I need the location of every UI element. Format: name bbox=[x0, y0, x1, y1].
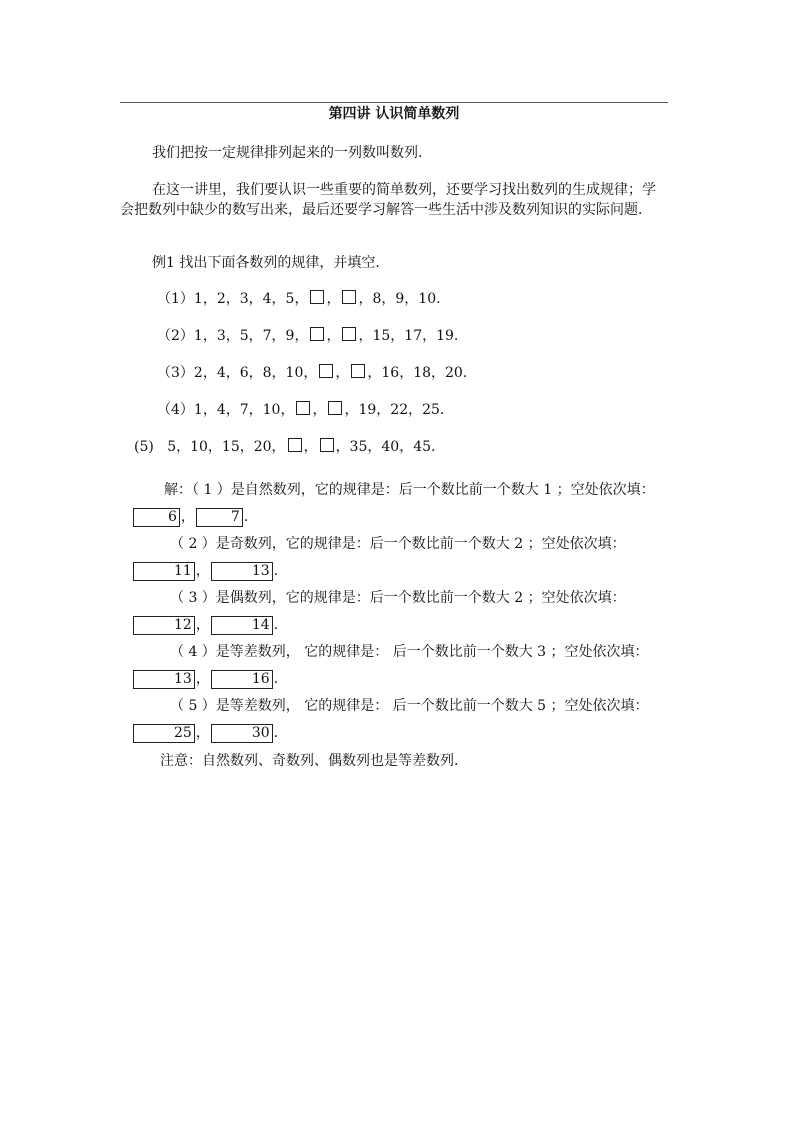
blank-box bbox=[320, 438, 334, 452]
sequence-label: （2） bbox=[157, 328, 194, 344]
solution-text: （ 2 ）是奇数列，它的规律是：后一个数比前一个数大 2 ；空处依次填： bbox=[170, 536, 626, 552]
sequence-label: （3） bbox=[157, 365, 194, 381]
solution-text: （ 5 ）是等差数列， 它的规律是： 后一个数比前一个数大 5 ；空处依次填： bbox=[170, 698, 649, 714]
answer-box: 16 bbox=[211, 670, 273, 689]
sequence-label: (5) bbox=[134, 439, 154, 455]
sequence-before: 2，4，6，8，10， bbox=[193, 365, 318, 381]
answer-box: 11 bbox=[133, 562, 195, 581]
sequence-2: （2）1，3，5，7，9， ， ，15，17，19. bbox=[157, 328, 459, 344]
solution-5: （ 5 ）是等差数列， 它的规律是： 后一个数比前一个数大 5 ；空处依次填：25 ， 30 . bbox=[132, 693, 668, 747]
answer-box: 12 bbox=[133, 616, 195, 635]
sequence-after: ，15，17，19. bbox=[358, 328, 459, 344]
blank-box bbox=[342, 290, 356, 304]
sequence-before: 1，3，5，7，9， bbox=[193, 328, 309, 344]
note: 注意：自然数列、奇数列、偶数列也是等差数列. bbox=[160, 753, 459, 769]
sequence-label: （4） bbox=[157, 402, 194, 418]
solution-3: （ 3 ）是偶数列，它的规律是：后一个数比前一个数大 2 ；空处依次填：12 ， 14 . bbox=[132, 585, 668, 639]
answer-box: 14 bbox=[211, 616, 273, 635]
sequence-before: 5，10，15，20， bbox=[167, 439, 286, 455]
sequence-after: ，35，40，45. bbox=[335, 439, 436, 455]
solution-2: （ 2 ）是奇数列，它的规律是：后一个数比前一个数大 2 ；空处依次填：11 ， 13 . bbox=[132, 531, 668, 585]
sequence-1: （1）1，2，3，4，5， ， ，8，9，10. bbox=[157, 291, 441, 307]
answer-box: 13 bbox=[133, 670, 195, 689]
sequence-before: 1，4，7，10， bbox=[193, 402, 295, 418]
blank-box bbox=[319, 364, 333, 378]
sequence-before: 1，2，3，4，5， bbox=[193, 291, 309, 307]
answer-box: 6 bbox=[133, 508, 180, 527]
solution-text: （ 4 ）是等差数列， 它的规律是： 后一个数比前一个数大 3 ；空处依次填： bbox=[170, 644, 649, 660]
solution-text: （ 3 ）是偶数列，它的规律是：后一个数比前一个数大 2 ；空处依次填： bbox=[170, 590, 626, 606]
answer-box: 7 bbox=[196, 508, 243, 527]
solution-text: 解：（ 1 ）是自然数列，它的规律是：后一个数比前一个数大 1 ；空处依次填： bbox=[164, 482, 655, 498]
intro-paragraph-1: 我们把按一定规律排列起来的一列数叫数列. bbox=[152, 145, 423, 161]
blank-box bbox=[288, 438, 302, 452]
blank-box bbox=[328, 401, 342, 415]
answer-box: 13 bbox=[211, 562, 273, 581]
sequence-after: ，8，9，10. bbox=[358, 291, 441, 307]
blank-box bbox=[296, 401, 310, 415]
sequence-4: （4）1，4，7，10， ， ，19，22，25. bbox=[157, 402, 445, 418]
sequence-after: ，16，18，20. bbox=[367, 365, 468, 381]
blank-box bbox=[310, 290, 324, 304]
blank-box bbox=[342, 327, 356, 341]
blank-box bbox=[351, 364, 365, 378]
solution-4: （ 4 ）是等差数列， 它的规律是： 后一个数比前一个数大 3 ；空处依次填：13 ， 16 . bbox=[132, 639, 668, 693]
page-title: 第四讲 认识简单数列 bbox=[328, 106, 460, 122]
sequence-label: （1） bbox=[157, 291, 194, 307]
sequence-5: (5) 5，10，15，20， ， ，35，40，45. bbox=[134, 439, 436, 455]
solution-block bbox=[132, 477, 668, 747]
header-rule bbox=[120, 102, 668, 103]
solution-1: 解：（ 1 ）是自然数列，它的规律是：后一个数比前一个数大 1 ；空处依次填：6 ， 7 . bbox=[132, 477, 668, 531]
intro-paragraph-2: 在这一讲里，我们要认识一些重要的简单数列，还要学习找出数列的生成规律；学会把数列中缺少的数写出来，最后还要学习解答一些生活中涉及数列知识的实际问题. bbox=[120, 182, 656, 218]
example-heading: 例1 找出下面各数列的规律，并填空. bbox=[152, 255, 380, 271]
blank-box bbox=[310, 327, 324, 341]
sequence-3: （3）2，4，6，8，10， ， ，16，18，20. bbox=[157, 365, 468, 381]
answer-box: 25 bbox=[133, 724, 195, 743]
answer-box: 30 bbox=[211, 724, 273, 743]
sequence-after: ，19，22，25. bbox=[344, 402, 445, 418]
